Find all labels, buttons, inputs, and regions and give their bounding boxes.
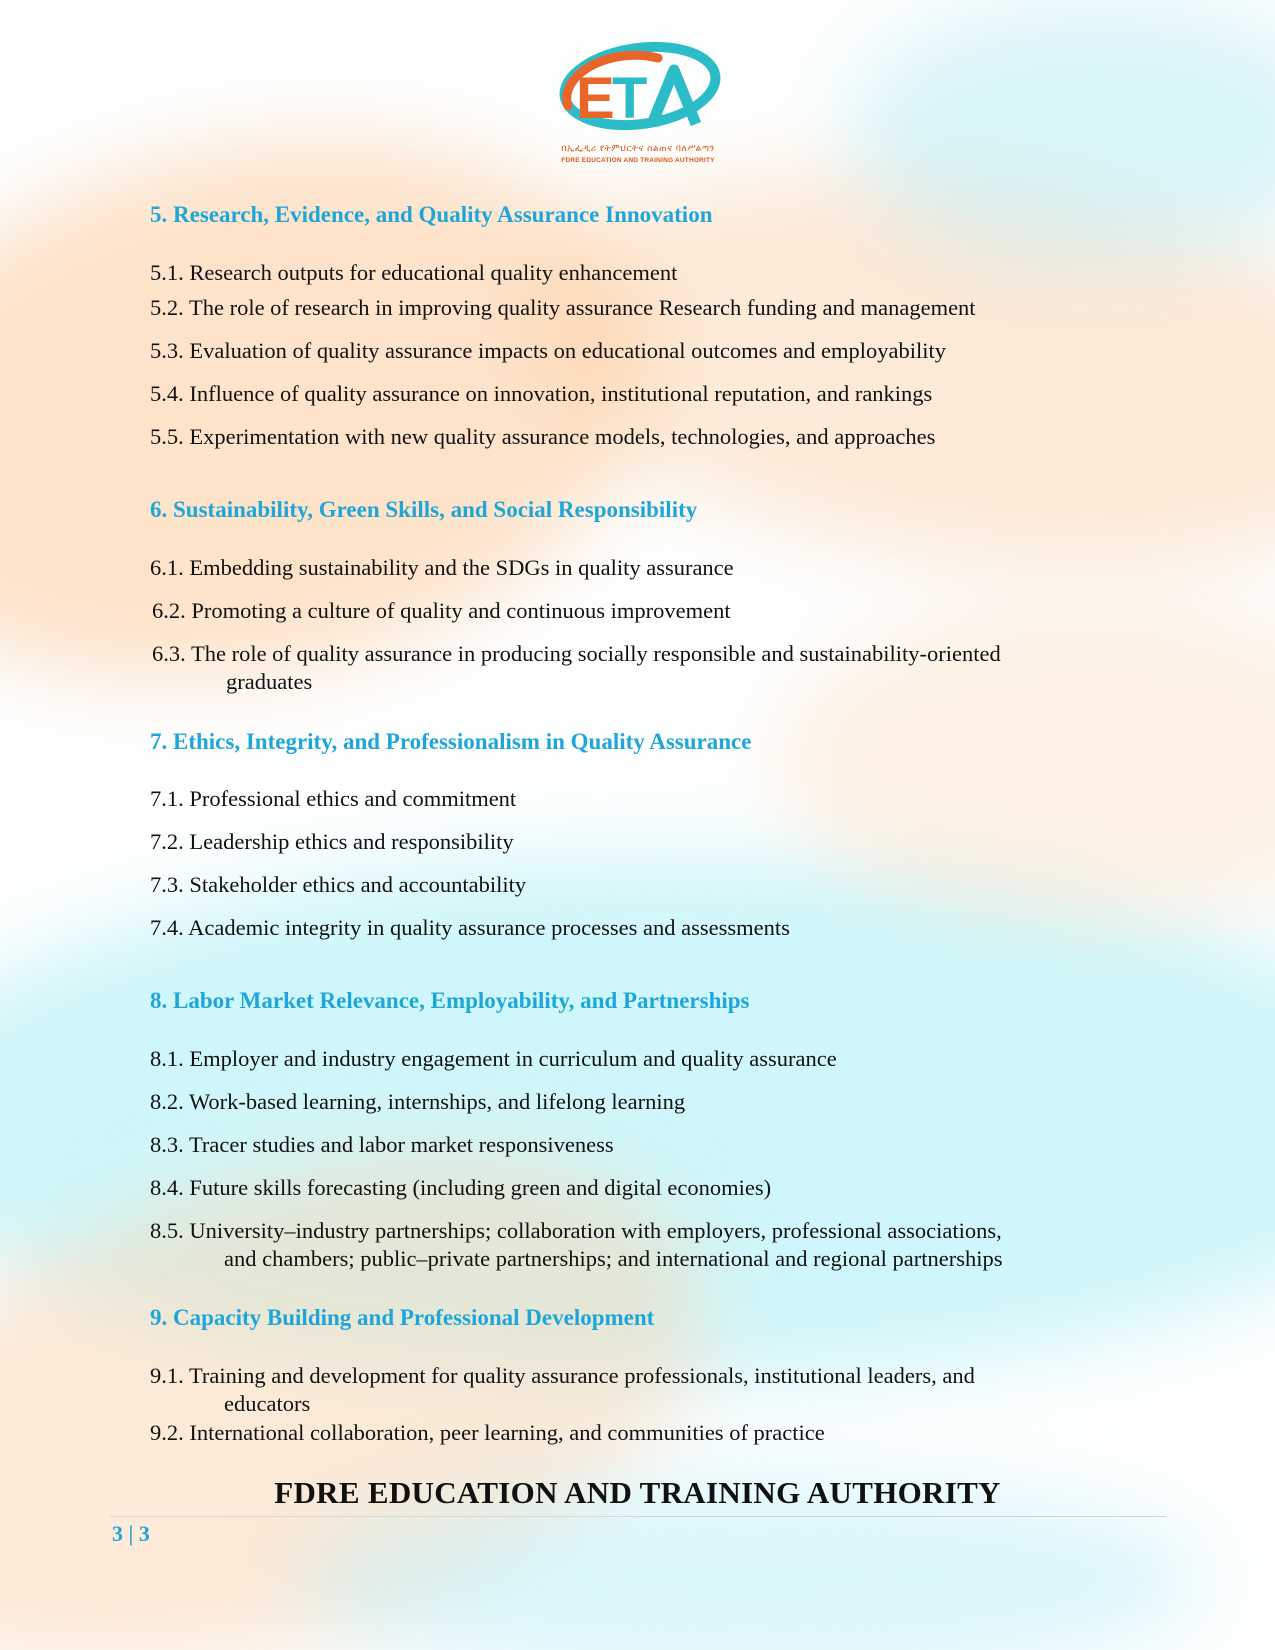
section-heading: 8. Labor Market Relevance, Employability, and Partnerships (150, 988, 750, 1013)
section-heading: 5. Research, Evidence, and Quality Assurance Innovation (150, 202, 713, 227)
list-item (150, 1217, 1110, 1273)
list-item-text: 6.3. The role of quality assurance in producing socially responsible and sustainability-oriented (152, 641, 1001, 666)
list-item: 8.2. Work-based learning, internships, and lifelong learning (150, 1089, 686, 1114)
page-number: 3 | 3 (112, 1521, 150, 1546)
list-item: 5.2. The role of research in improving quality assurance Research funding and management (150, 295, 976, 320)
list-item: 7.2. Leadership ethics and responsibility (150, 829, 514, 854)
list-item-text: 8.5. University–industry partnerships; collaboration with employers, professional associations, (150, 1218, 1002, 1243)
list-item: 5.1. Research outputs for educational quality enhancement (150, 260, 678, 285)
list-item: 8.3. Tracer studies and labor market responsiveness (150, 1132, 614, 1157)
list-item: 8.4. Future skills forecasting (including green and digital economies) (150, 1175, 772, 1200)
section-heading: 6. Sustainability, Green Skills, and Social Responsibility (150, 497, 698, 522)
list-item: 7.4. Academic integrity in quality assurance processes and assessments (150, 915, 790, 940)
logo-english-text: FDRE EDUCATION AND TRAINING AUTHORITY (561, 157, 715, 164)
eta-emblem-icon (548, 36, 728, 144)
footer-title: FDRE EDUCATION AND TRAINING AUTHORITY (274, 1475, 1001, 1510)
list-item: 6.2. Promoting a culture of quality and continuous improvement (152, 598, 731, 623)
list-item: 5.5. Experimentation with new quality assurance models, technologies, and approaches (150, 424, 936, 449)
svg-text:T: T (612, 66, 648, 131)
list-item: 6.1. Embedding sustainability and the SDGs in quality assurance (150, 555, 734, 580)
svg-text:E: E (576, 66, 615, 131)
list-item: 7.1. Professional ethics and commitment (150, 786, 517, 811)
footer-divider (110, 1516, 1166, 1517)
list-item: 7.3. Stakeholder ethics and accountability (150, 872, 527, 897)
logo-amharic-text: በኢፌዲሪ የትምህርትና ስልጠና ባለሥልጣን (561, 144, 715, 154)
list-item-continuation: and chambers; public–private partnerships; and international and regional partnerships (224, 1246, 1003, 1271)
list-item: 9.2. International collaboration, peer learning, and communities of practice (150, 1420, 825, 1445)
list-item-continuation: graduates (226, 669, 313, 694)
list-item (152, 640, 1112, 696)
section-heading: 7. Ethics, Integrity, and Professionalism in Quality Assurance (150, 729, 752, 754)
list-item-text: 9.1. Training and development for quality assurance professionals, institutional leaders, and (150, 1363, 975, 1388)
list-item (150, 1362, 1110, 1418)
eta-logo (548, 36, 728, 166)
list-item-continuation: educators (224, 1391, 311, 1416)
list-item: 8.1. Employer and industry engagement in curriculum and quality assurance (150, 1046, 837, 1071)
section-heading: 9. Capacity Building and Professional Development (150, 1305, 655, 1330)
list-item: 5.3. Evaluation of quality assurance impacts on educational outcomes and employability (150, 338, 947, 363)
list-item: 5.4. Influence of quality assurance on innovation, institutional reputation, and rankings (150, 381, 933, 406)
